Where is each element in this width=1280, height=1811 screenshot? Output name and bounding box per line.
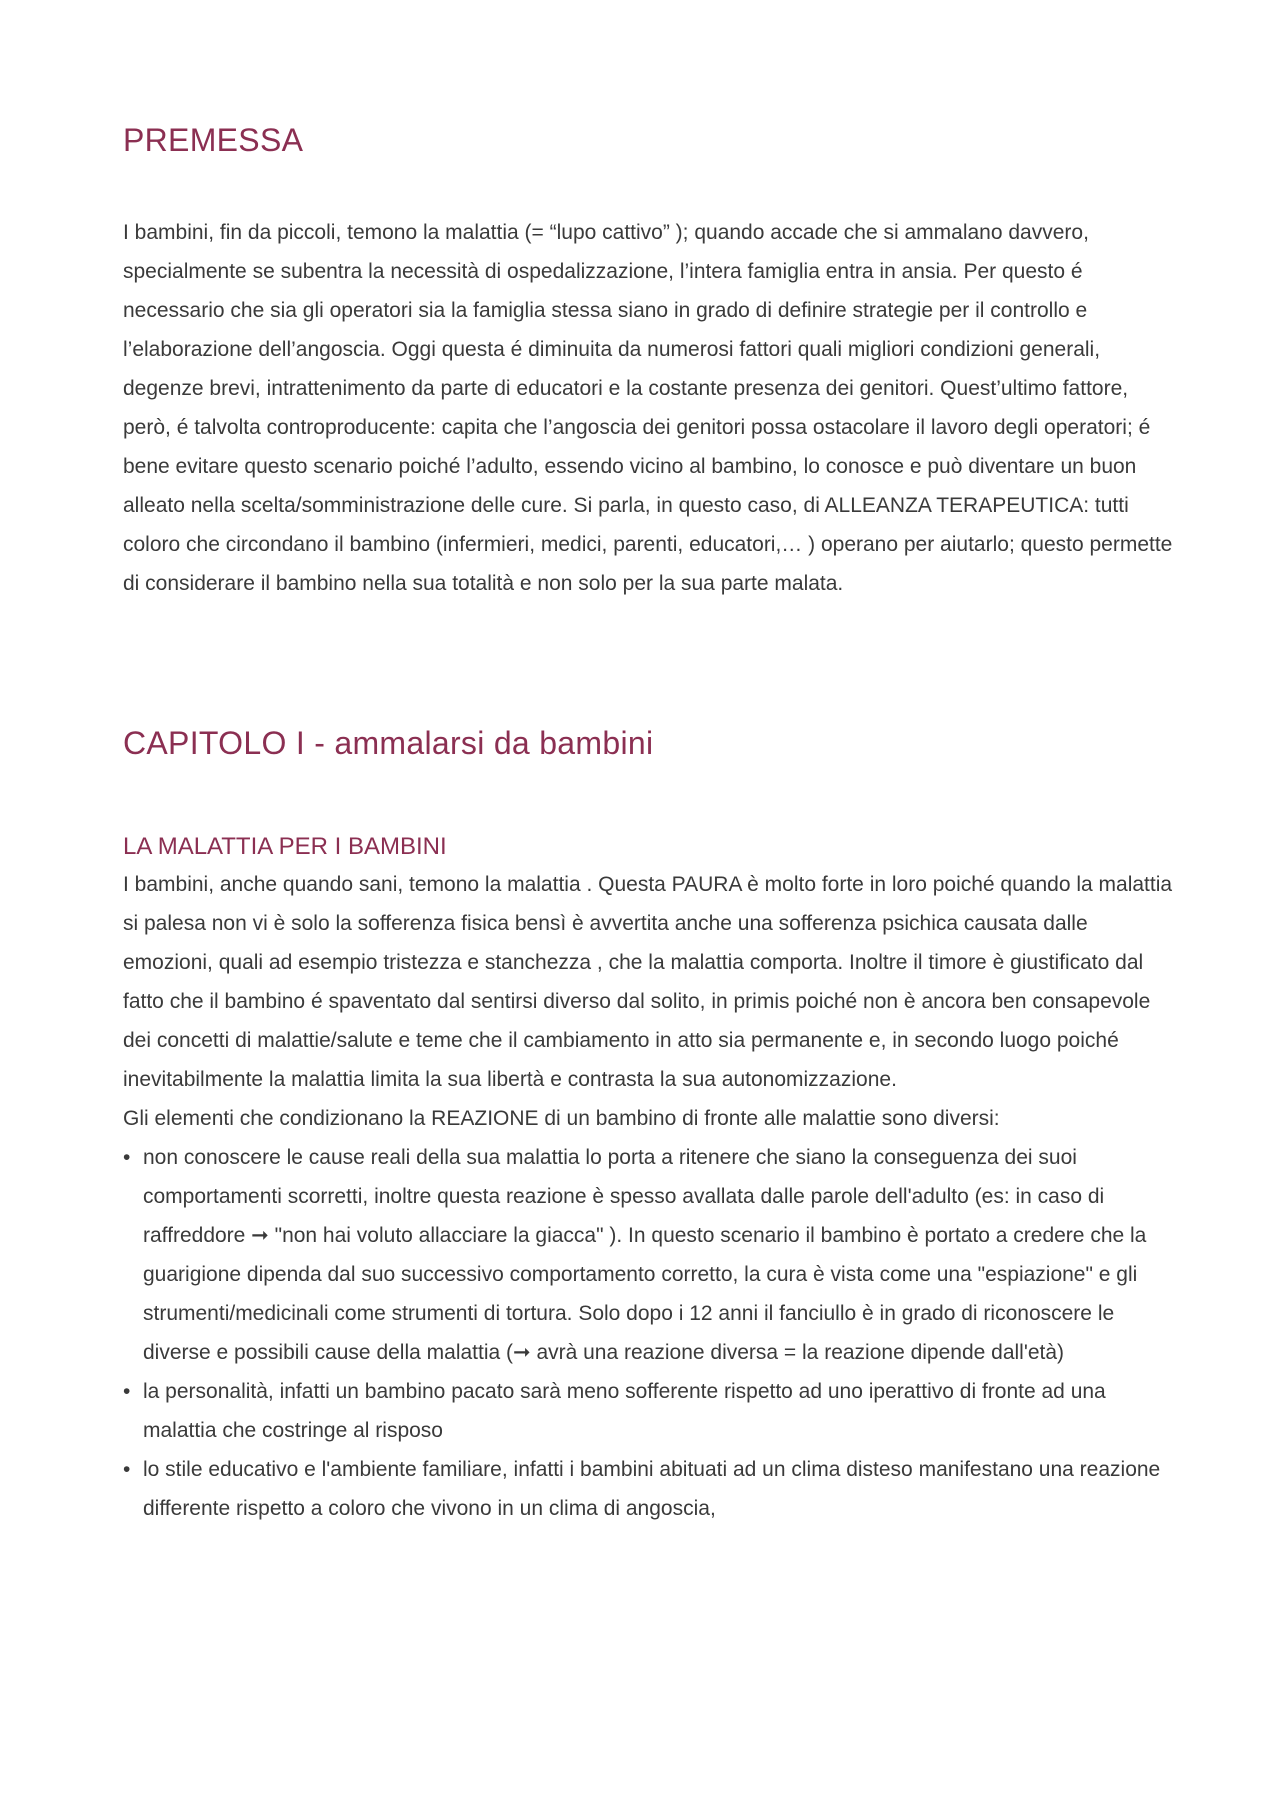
chapter-title: CAPITOLO I - ammalarsi da bambini — [123, 725, 654, 761]
list-item-text: lo stile educativo e l'ambiente familiare, infatti i bambini abituati ad un clima disteso manifestano una reazione differente rispetto a coloro che vivono in un clima di angoscia, — [143, 1458, 1161, 1520]
list-item — [123, 1138, 1173, 1372]
bullet-icon: • — [123, 1380, 131, 1403]
section-paragraph-2: Gli elementi che condizionano la REAZIONE di un bambino di fronte alle malattie sono diversi: — [123, 1107, 1000, 1130]
section-title: LA MALATTIA PER I BAMBINI — [123, 833, 447, 860]
list-item-text: la personalità, infatti un bambino pacato sarà meno sofferente rispetto ad uno iperattivo di fronte ad una malattia che costringe al risposo — [143, 1380, 1106, 1442]
premessa-paragraph: I bambini, fin da piccoli, temono la malattia (= “lupo cattivo” ); quando accade che si ammalano davvero, specialmente se subentra la necessità di ospedalizzazione, l’intera famiglia entra in ansia. Per questo é necessario che sia gli operatori sia la famiglia stessa siano in grado di definire strategie per il controllo e l’elaborazione dell’angoscia. Oggi questa é diminuita da numerosi fattori quali migliori condizioni generali, degenze brevi, intrattenimento da parte di educatori e la costante presenza dei genitori. Quest’ultimo fattore, però, é talvolta controproducente: capita che l’angoscia dei genitori possa ostacolare il lavoro degli operatori; é bene evitare questo scenario poiché l’adulto, essendo vicino al bambino, lo conosce e può diventare un buon alleato nella scelta/somministrazione delle cure. Si parla, in questo caso, di ALLEANZA TERAPEUTICA: tutti coloro che circondano il bambino (infermieri, medici, parenti, educatori,… ) operano per aiutarlo; questo permette di considerare il bambino nella sua totalità e non solo per la sua parte malata. — [123, 221, 1173, 595]
bullet-icon: • — [123, 1458, 131, 1481]
document-content — [123, 112, 1173, 1528]
list-item — [123, 1450, 1173, 1528]
premessa-title: PREMESSA — [123, 122, 304, 158]
bullet-icon: • — [123, 1146, 131, 1169]
list-item — [123, 1372, 1173, 1450]
reaction-factors-list — [123, 1138, 1173, 1528]
list-item-text: non conoscere le cause reali della sua malattia lo porta a ritenere che siano la conseguenza dei suoi comportamenti scorretti, inoltre questa reazione è spesso avallata dalle parole dell'adulto (es: in caso di raffreddore ➞ "non hai voluto allacciare la giacca" ). In questo scenario il bambino è portato a credere che la guarigione dipenda dal suo successivo comportamento corretto, la cura è vista come una "espiazione" e gli strumenti/medicinali come strumenti di tortura. Solo dopo i 12 anni il fanciullo è in grado di riconoscere le diverse e possibili cause della malattia (➞ avrà una reazione diversa = la reazione dipende dall'età) — [143, 1146, 1147, 1364]
section-paragraph-1: I bambini, anche quando sani, temono la malattia . Questa PAURA è molto forte in loro poiché quando la malattia si palesa non vi è solo la sofferenza fisica bensì è avvertita anche una sofferenza psichica causata dalle emozioni, quali ad esempio tristezza e stanchezza , che la malattia comporta. Inoltre il timore è giustificato dal fatto che il bambino é spaventato dal sentirsi diverso dal solito, in primis poiché non è ancora ben consapevole dei concetti di malattie/salute e teme che il cambiamento in atto sia permanente e, in secondo luogo poiché inevitabilmente la malattia limita la sua libertà e contrasta la sua autonomizzazione. — [123, 873, 1173, 1091]
